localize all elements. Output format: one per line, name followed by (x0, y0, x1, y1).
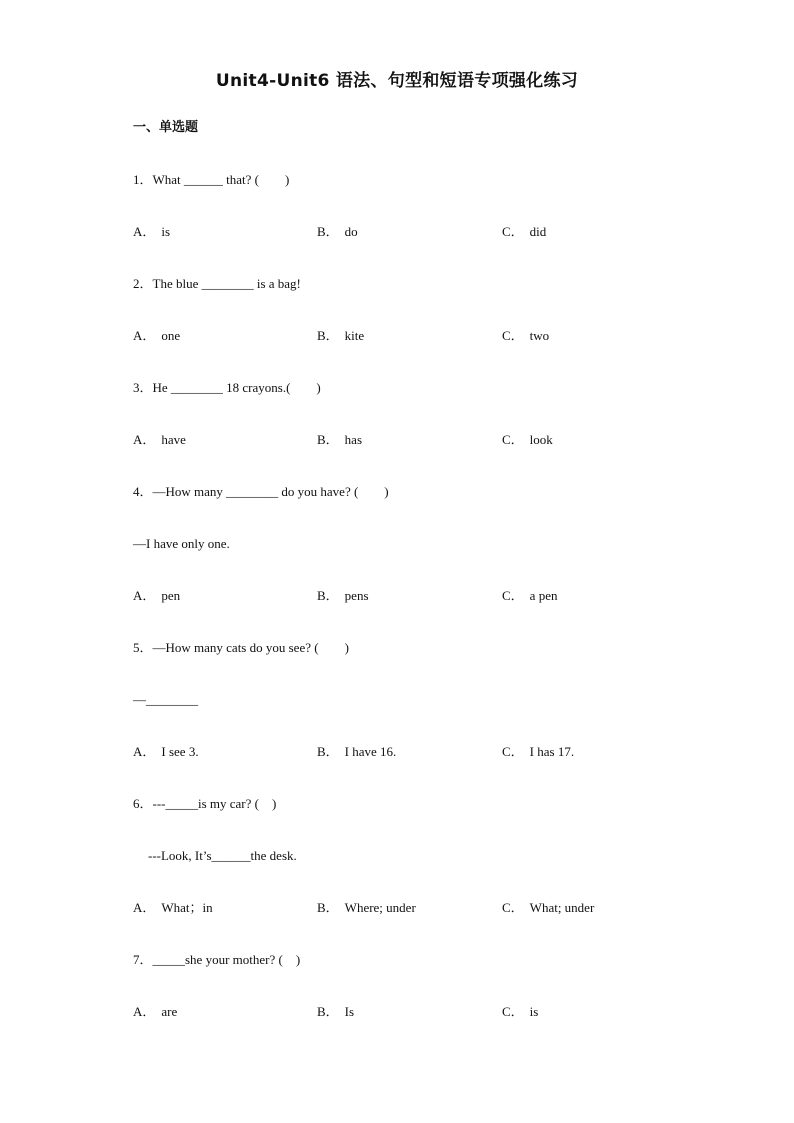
option-letter: C． (502, 328, 524, 343)
option-text: do (344, 224, 358, 239)
option-text: a pen (529, 588, 558, 603)
option-text: is (161, 224, 171, 239)
option-letter: C． (502, 900, 524, 915)
option-text: kite (344, 328, 365, 343)
question-6-stem: 6．---_____is my car? ( ) (133, 796, 277, 811)
option-text: pens (344, 588, 369, 603)
option-text: I has 17. (529, 744, 575, 759)
option-letter: A． (133, 900, 156, 915)
option-text: have (161, 432, 186, 447)
question-2-stem: 2．The blue ________ is a bag! (133, 276, 301, 291)
option-text: What; under (529, 900, 595, 915)
question-2-options (133, 326, 693, 346)
option-b (317, 1002, 354, 1022)
option-c (502, 430, 553, 450)
option-letter: B． (317, 1004, 339, 1019)
question-1-options (133, 222, 693, 242)
option-letter: B． (317, 328, 339, 343)
option-a (133, 430, 186, 450)
question-5-dialogue: —________ (133, 692, 198, 707)
option-letter: C． (502, 432, 524, 447)
question-6-dialogue: ---Look, It’s______the desk. (148, 848, 297, 863)
question-4-dialogue: —I have only one. (133, 536, 230, 551)
option-b (317, 326, 364, 346)
option-letter: A． (133, 432, 156, 447)
option-b (317, 898, 416, 918)
section-heading: 一、单选题 (133, 120, 199, 135)
question-7-options (133, 1002, 693, 1022)
option-text: I see 3. (161, 744, 199, 759)
option-text: are (161, 1004, 178, 1019)
option-a (133, 742, 199, 762)
option-c (502, 222, 546, 242)
question-7-stem: 7．_____she your mother? ( ) (133, 952, 301, 967)
question-3-stem: 3．He ________ 18 crayons.( ) (133, 380, 321, 395)
option-letter: B． (317, 588, 339, 603)
option-letter: C． (502, 224, 524, 239)
option-b (317, 430, 362, 450)
page-title: Unit4-Unit6 语法、句型和短语专项强化练习 (215, 71, 579, 91)
option-text: What；in (161, 900, 213, 915)
option-text: Where; under (344, 900, 416, 915)
option-letter: B． (317, 744, 339, 759)
option-c (502, 898, 594, 918)
question-3-options (133, 430, 693, 450)
option-letter: B． (317, 900, 339, 915)
option-b (317, 742, 396, 762)
question-4-stem: 4．—How many ________ do you have? ( ) (133, 484, 389, 499)
option-b (317, 222, 358, 242)
option-letter: B． (317, 224, 339, 239)
option-letter: C． (502, 1004, 524, 1019)
option-a (133, 222, 170, 242)
option-text: pen (161, 588, 181, 603)
option-c (502, 326, 549, 346)
option-text: has (344, 432, 363, 447)
option-text: two (529, 328, 550, 343)
option-c (502, 742, 574, 762)
option-letter: A． (133, 328, 156, 343)
question-4-options (133, 586, 693, 606)
option-b (317, 586, 369, 606)
option-letter: B． (317, 432, 339, 447)
question-1-stem: 1．What ______ that? ( ) (133, 172, 290, 187)
option-text: did (529, 224, 547, 239)
question-5-options (133, 742, 693, 762)
option-a (133, 1002, 177, 1022)
question-5-stem: 5．—How many cats do you see? ( ) (133, 640, 349, 655)
option-a (133, 586, 180, 606)
option-letter: A． (133, 744, 156, 759)
question-6-options (133, 898, 693, 918)
option-a (133, 898, 213, 918)
option-letter: C． (502, 588, 524, 603)
option-c (502, 586, 557, 606)
option-letter: A． (133, 224, 156, 239)
option-text: Is (344, 1004, 355, 1019)
option-text: I have 16. (344, 744, 397, 759)
option-text: is (529, 1004, 539, 1019)
option-text: one (161, 328, 181, 343)
option-letter: A． (133, 588, 156, 603)
option-letter: C． (502, 744, 524, 759)
option-letter: A． (133, 1004, 156, 1019)
option-text: look (529, 432, 553, 447)
option-c (502, 1002, 538, 1022)
option-a (133, 326, 180, 346)
